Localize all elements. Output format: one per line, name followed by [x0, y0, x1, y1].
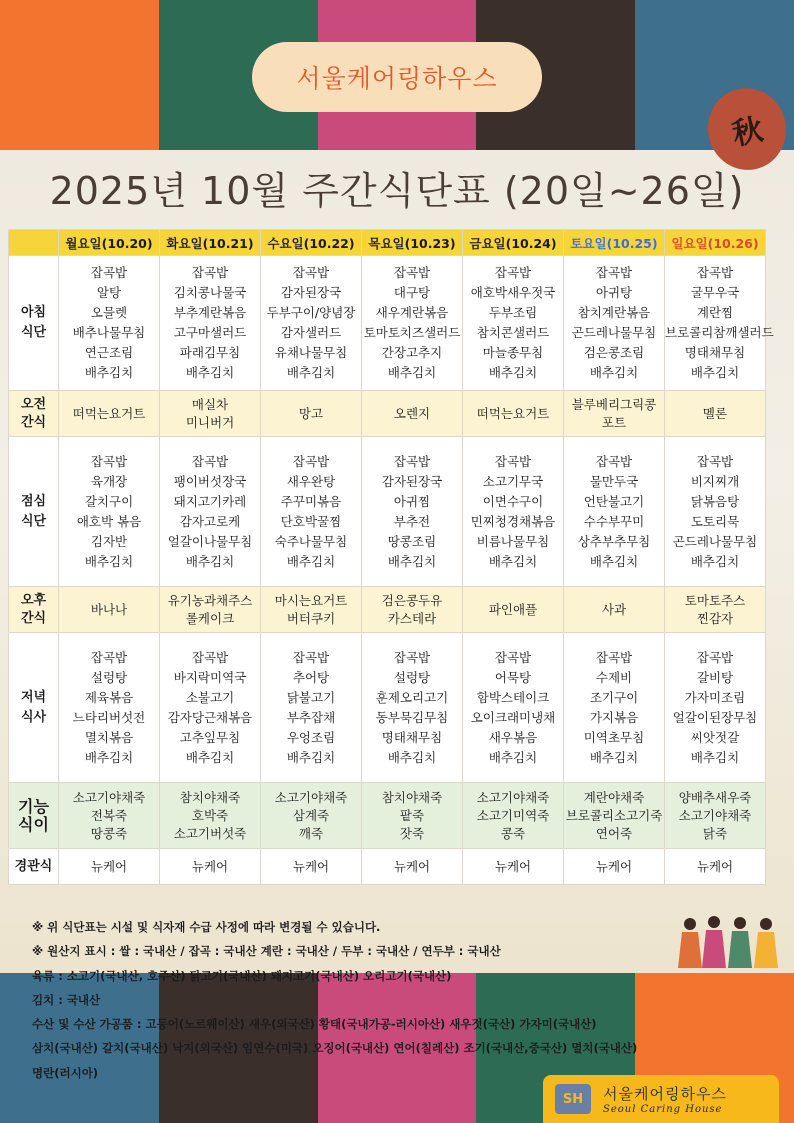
- menu-item: 배추김치: [84, 365, 134, 380]
- meal-label-line: 식이: [18, 814, 49, 834]
- menu-item: 잡곡밥: [696, 453, 734, 469]
- footer-name-english: Seoul Caring House: [603, 1104, 723, 1115]
- menu-cell: [362, 437, 463, 587]
- menu-item: 육개장: [90, 473, 128, 489]
- menu-cell: [160, 437, 261, 587]
- note-line: ※ 원산지 표시 : 쌀 : 국내산 / 잡곡 : 국내산 계란 : 국내산 / 두부 : 국내산 / 연두부 : 국내산: [32, 944, 501, 959]
- people-illustration: [676, 910, 782, 972]
- menu-item: 배추김치: [589, 365, 639, 380]
- meal-label-line: 오전: [20, 396, 47, 412]
- menu-item: 파래김무침: [179, 345, 241, 360]
- menu-item: 가자미조림: [684, 689, 746, 705]
- menu-item: 이면수구이: [482, 493, 544, 509]
- menu-item: 잡곡밥: [595, 453, 633, 469]
- menu-cell: [261, 391, 362, 437]
- menu-cell: [261, 849, 362, 885]
- menu-item: 간장고추지: [381, 345, 443, 360]
- menu-item: 갈비탕: [696, 669, 734, 685]
- menu-item: 전복죽: [90, 807, 128, 823]
- meal-label-line: 식단: [20, 513, 47, 529]
- note-line: 김치 : 국내산: [32, 992, 101, 1007]
- meal-row: [9, 783, 766, 849]
- menu-item: 가지볶음: [589, 709, 639, 725]
- menu-item: 잡곡밥: [393, 265, 431, 280]
- menu-item: 유기농과채주스: [167, 592, 253, 608]
- menu-item: 씨앗젓갈: [690, 729, 740, 745]
- menu-item: 배추김치: [286, 365, 336, 380]
- meal-row: [9, 256, 766, 391]
- menu-item: 추어탕: [292, 669, 330, 685]
- menu-item: 유채나물무침: [274, 345, 348, 360]
- meal-row: [9, 391, 766, 437]
- menu-item: 소고기야채죽: [274, 789, 348, 805]
- person-figure: [702, 916, 726, 968]
- menu-cell: [261, 437, 362, 587]
- menu-item: 배추김치: [185, 749, 235, 765]
- note-line: 육류 : 소고기(국내산, 호주산) 닭고기(국내산) 돼지고기(국내산) 오리고기(국내산): [32, 968, 452, 983]
- page-title: 2025년 10월 주간식단표 (20일~26일): [49, 169, 745, 213]
- day-header-5: 금요일(10.24): [463, 230, 564, 256]
- menu-cell: [463, 587, 564, 633]
- menu-item: 주꾸미볶음: [280, 493, 342, 509]
- note-line: 수산 및 수산 가공품 : 고등어(노르웨이산) 새우(외국산) 황태(국내가공-러시아산) 새우젓(국산) 가자미(국내산): [32, 1017, 597, 1032]
- menu-item: 떠먹는요거트: [476, 405, 550, 421]
- meal-label: [9, 256, 59, 391]
- menu-cell: [463, 437, 564, 587]
- menu-item: 떠먹는요거트: [72, 405, 146, 421]
- menu-cell: [362, 633, 463, 783]
- menu-cell: [261, 587, 362, 633]
- menu-item: 어묵탕: [494, 669, 532, 685]
- meal-row: [9, 633, 766, 783]
- menu-item: 잡곡밥: [696, 649, 734, 665]
- menu-item: 함박스테이크: [476, 689, 550, 705]
- meal-label-line: 식사: [20, 709, 47, 725]
- menu-item: 브로콜리참깨샐러드: [665, 325, 774, 340]
- meal-label-line: 점심: [20, 493, 47, 509]
- menu-item: 알탕: [96, 285, 122, 300]
- menu-cell: [160, 849, 261, 885]
- menu-cell: [261, 783, 362, 849]
- menu-cell: [665, 849, 766, 885]
- menu-item: 조기구이: [589, 689, 639, 705]
- menu-item: 동부묵김무침: [375, 709, 449, 725]
- footer-brand-badge: [543, 1075, 779, 1123]
- menu-item: 마늘종무침: [482, 345, 544, 360]
- menu-item: 뉴케어: [191, 858, 229, 874]
- menu-cell: [362, 783, 463, 849]
- menu-item: 뉴케어: [292, 858, 330, 874]
- person-figure: [678, 918, 702, 968]
- meal-label-line: 저녁: [20, 689, 47, 705]
- menu-item: 돼지고기카레: [173, 493, 247, 509]
- menu-item: 깨죽: [298, 825, 324, 841]
- menu-item: 도토리묵: [690, 513, 740, 529]
- menu-item: 브로콜리소고기죽: [565, 807, 663, 823]
- menu-item: 부추전: [393, 513, 431, 529]
- note-line: 삼치(국내산) 갈치(국내산) 낙지(외국산) 임연수(미국) 오징어(국내산) 연어(칠레산) 조기(국내산,중국산) 멸치(국내산): [32, 1041, 638, 1056]
- menu-item: 뉴케어: [595, 858, 633, 874]
- day-header-6: 토요일(10.25): [564, 230, 665, 256]
- menu-item: 배추김치: [690, 365, 740, 380]
- menu-item: 멸치볶음: [84, 729, 134, 745]
- weekly-menu-table: [8, 229, 774, 885]
- menu-item: 애호박새우젓국: [470, 285, 556, 300]
- menu-item: 바지락미역국: [173, 669, 247, 685]
- menu-item: 비름나물무침: [476, 533, 550, 549]
- menu-item: 땅콩죽: [90, 825, 128, 841]
- menu-item: 감자된장국: [381, 473, 443, 489]
- menu-item: 배추김치: [488, 553, 538, 569]
- menu-cell: [665, 783, 766, 849]
- menu-item: 설렁탕: [90, 669, 128, 685]
- menu-item: 감자된장국: [280, 285, 342, 300]
- meal-label-line: 식단: [20, 325, 47, 340]
- menu-item: 배추김치: [387, 749, 437, 765]
- menu-item: 민찌청경채볶음: [470, 513, 556, 529]
- menu-cell: [564, 783, 665, 849]
- menu-cell: [564, 633, 665, 783]
- menu-item: 배추김치: [387, 553, 437, 569]
- meal-row: [9, 587, 766, 633]
- menu-cell: [564, 437, 665, 587]
- menu-item: 닭죽: [702, 825, 728, 841]
- menu-item: 미역초무침: [583, 729, 645, 745]
- menu-item: 언탄불고기: [583, 493, 645, 509]
- menu-item: 잡곡밥: [191, 453, 229, 469]
- menu-item: 연근조림: [84, 345, 134, 360]
- menu-item: 애호박 볶음: [76, 513, 142, 529]
- menu-item: 롤케이크: [185, 610, 235, 626]
- house-logo-icon: SH: [555, 1084, 591, 1114]
- menu-cell: [362, 587, 463, 633]
- menu-item: 설렁탕: [393, 669, 431, 685]
- menu-item: 배추김치: [84, 749, 134, 765]
- menu-item: 김자반: [90, 533, 128, 549]
- menu-item: 검은콩두유: [381, 592, 443, 608]
- menu-item: 소고기무국: [482, 473, 544, 489]
- meal-label: [9, 437, 59, 587]
- menu-cell: [463, 849, 564, 885]
- menu-item: 참치야채죽: [179, 789, 241, 805]
- meal-label-line: 아침: [20, 305, 47, 320]
- menu-item: 잡곡밥: [696, 265, 734, 280]
- menu-cell: [665, 587, 766, 633]
- menu-cell: [665, 437, 766, 587]
- menu-item: 소불고기: [185, 689, 235, 705]
- menu-item: 토마토치즈샐러드: [363, 325, 461, 340]
- menu-item: 바나나: [90, 601, 128, 617]
- menu-item: 고추잎무침: [179, 729, 241, 745]
- menu-item: 오렌지: [393, 405, 431, 421]
- day-header-2: 화요일(10.21): [160, 230, 261, 256]
- menu-item: 포트: [601, 414, 627, 430]
- menu-item: 아귀찜: [393, 493, 431, 509]
- menu-item: 배추김치: [185, 365, 235, 380]
- menu-cell: [160, 783, 261, 849]
- day-header-4: 목요일(10.23): [362, 230, 463, 256]
- menu-item: 뉴케어: [393, 858, 431, 874]
- meal-row: [9, 437, 766, 587]
- menu-cell: [261, 256, 362, 391]
- menu-item: 새우계란볶음: [375, 305, 449, 320]
- menu-item: 잡곡밥: [595, 649, 633, 665]
- menu-item: 팽이버섯장국: [173, 473, 247, 489]
- note-line: 명란(러시아): [32, 1065, 99, 1080]
- menu-item: 훈제오리고기: [375, 689, 449, 705]
- menu-item: 상추부추무침: [577, 533, 651, 549]
- menu-cell: [59, 391, 160, 437]
- menu-item: 잡곡밥: [292, 265, 330, 280]
- menu-item: 소고기야채죽: [476, 789, 550, 805]
- menu-item: 멜론: [702, 405, 728, 421]
- menu-item: 매실차: [191, 396, 229, 412]
- brand-title-pill: 서울케어링하우스: [252, 42, 542, 112]
- menu-item: 잡곡밥: [494, 453, 532, 469]
- meal-label: [9, 783, 59, 849]
- menu-item: 닭불고기: [286, 689, 336, 705]
- menu-cell: [160, 391, 261, 437]
- menu-item: 검은콩조림: [583, 345, 645, 360]
- menu-item: 뉴케어: [494, 858, 532, 874]
- menu-item: 갈치구이: [84, 493, 134, 509]
- menu-item: 사과: [601, 601, 627, 617]
- menu-item: 닭볶음탕: [690, 493, 740, 509]
- menu-cell: [59, 256, 160, 391]
- person-figure: [728, 917, 752, 968]
- menu-item: 참치야채죽: [381, 789, 443, 805]
- menu-item: 소고기미역죽: [476, 807, 550, 823]
- meal-label-line: 기능: [18, 796, 49, 816]
- menu-item: 배추김치: [488, 749, 538, 765]
- menu-item: 단호박꿀찜: [280, 513, 342, 529]
- band-block: [0, 0, 159, 150]
- meal-row: [9, 849, 766, 885]
- menu-item: 얼갈이나물무침: [167, 533, 253, 549]
- menu-cell: [564, 256, 665, 391]
- menu-cell: [463, 391, 564, 437]
- menu-item: 배추김치: [84, 553, 134, 569]
- menu-item: 잡곡밥: [292, 453, 330, 469]
- autumn-badge: 秋: [700, 81, 793, 177]
- menu-item: 토마토주스: [684, 592, 746, 608]
- menu-item: 마시는요거트: [274, 592, 348, 608]
- menu-item: 잡곡밥: [494, 265, 532, 280]
- menu-cell: [261, 633, 362, 783]
- menu-cell: [665, 256, 774, 391]
- menu-item: 파인애플: [488, 601, 538, 617]
- menu-cell: [59, 633, 160, 783]
- menu-item: 잡곡밥: [393, 453, 431, 469]
- menu-item: 고구마샐러드: [173, 325, 247, 340]
- menu-item: 배추김치: [589, 749, 639, 765]
- menu-item: 감자샐러드: [280, 325, 342, 340]
- menu-cell: [564, 391, 665, 437]
- menu-item: 잡곡밥: [494, 649, 532, 665]
- menu-cell: [362, 391, 463, 437]
- meal-label-line: 오후: [20, 592, 47, 608]
- menu-cell: [59, 783, 160, 849]
- menu-item: 잣죽: [399, 825, 425, 841]
- menu-item: 비지찌개: [690, 473, 740, 489]
- menu-item: 잡곡밥: [90, 265, 128, 280]
- menu-item: 수수부꾸미: [583, 513, 645, 529]
- menu-item: 제육볶음: [84, 689, 134, 705]
- meal-label: [9, 849, 59, 885]
- menu-item: 콩죽: [500, 825, 526, 841]
- menu-item: 잡곡밥: [191, 265, 229, 280]
- menu-item: 곤드레나물무침: [672, 533, 758, 549]
- menu-item: 미니버거: [185, 414, 235, 430]
- menu-item: 오이크래미냉채: [470, 709, 556, 725]
- menu-item: 대구탕: [393, 285, 431, 300]
- menu-item: 감자고로케: [179, 513, 241, 529]
- menu-item: 팥죽: [399, 807, 425, 823]
- menu-cell: [59, 587, 160, 633]
- menu-cell: [665, 633, 766, 783]
- menu-item: 배추나물무침: [72, 325, 146, 340]
- day-header-7: 일요일(10.26): [665, 230, 766, 256]
- menu-item: 버터쿠키: [286, 610, 336, 626]
- meal-label-line: 간식: [20, 610, 47, 626]
- menu-item: 잡곡밥: [292, 649, 330, 665]
- menu-item: 느타리버섯전: [72, 709, 146, 725]
- person-figure: [754, 918, 778, 968]
- menu-item: 잡곡밥: [393, 649, 431, 665]
- day-header-row: [9, 230, 766, 256]
- menu-item: 배추김치: [589, 553, 639, 569]
- menu-item: 계란야채죽: [583, 789, 645, 805]
- menu-item: 소고기야채죽: [678, 807, 752, 823]
- menu-item: 아귀탕: [595, 285, 633, 300]
- menu-item: 소고기야채죽: [72, 789, 146, 805]
- menu-cell: [160, 633, 261, 783]
- menu-item: 망고: [298, 405, 324, 421]
- menu-item: 새우완탕: [286, 473, 336, 489]
- menu-item: 뉴케어: [90, 858, 128, 874]
- menu-item: 부추잡채: [286, 709, 336, 725]
- meal-label: [9, 633, 59, 783]
- menu-item: 참치콘샐러드: [476, 325, 550, 340]
- menu-item: 우엉조림: [286, 729, 336, 745]
- menu-cell: [362, 849, 463, 885]
- menu-item: 오믈렛: [90, 305, 128, 320]
- menu-item: 배추김치: [286, 553, 336, 569]
- menu-item: 물만두국: [589, 473, 639, 489]
- menu-item: 곤드레나물무침: [571, 325, 657, 340]
- menu-item: 소고기버섯죽: [173, 825, 247, 841]
- menu-item: 감자당근채볶음: [167, 709, 253, 725]
- menu-item: 호박죽: [191, 807, 229, 823]
- menu-cell: [463, 783, 564, 849]
- menu-item: 명태채무침: [684, 345, 746, 360]
- menu-cell: [564, 849, 665, 885]
- menu-cell: [564, 587, 665, 633]
- menu-cell: [463, 633, 564, 783]
- menu-item: 배추김치: [488, 365, 538, 380]
- menu-item: 양배추새우죽: [678, 789, 752, 805]
- menu-cell: [160, 256, 261, 391]
- menu-item: 굴무우국: [690, 285, 740, 300]
- menu-item: 잡곡밥: [595, 265, 633, 280]
- menu-item: 계란찜: [696, 305, 734, 320]
- menu-item: 참치계란볶음: [577, 305, 651, 320]
- footer-name-korean: 서울케어링하우스: [603, 1085, 727, 1103]
- menu-item: 배추김치: [185, 553, 235, 569]
- meal-label: [9, 391, 59, 437]
- menu-item: 숙주나물무침: [274, 533, 348, 549]
- menu-item: 블루베리그릭콩: [571, 396, 657, 412]
- meal-label: [9, 587, 59, 633]
- notes-section: [32, 915, 732, 1085]
- menu-item: 땅콩조림: [387, 533, 437, 549]
- day-header-1: 월요일(10.20): [59, 230, 160, 256]
- menu-item: 잡곡밥: [90, 649, 128, 665]
- menu-item: 배추김치: [286, 749, 336, 765]
- menu-cell: [665, 391, 766, 437]
- menu-item: 뉴케어: [696, 858, 734, 874]
- menu-cell: [59, 437, 160, 587]
- note-line: ※ 위 식단표는 시설 및 식자재 수급 사정에 따라 변경될 수 있습니다.: [32, 920, 381, 934]
- menu-item: 명태채무침: [381, 729, 443, 745]
- menu-item: 잡곡밥: [90, 453, 128, 469]
- menu-item: 연어죽: [595, 825, 633, 841]
- menu-item: 잡곡밥: [191, 649, 229, 665]
- menu-item: 삼계죽: [292, 807, 330, 823]
- menu-cell: [463, 256, 564, 391]
- menu-item: 부추계란볶음: [173, 305, 247, 320]
- menu-cell: [160, 587, 261, 633]
- menu-item: 김치콩나물국: [173, 285, 247, 300]
- menu-item: 배추김치: [690, 553, 740, 569]
- menu-item: 배추김치: [387, 365, 437, 380]
- menu-item: 두부조림: [488, 305, 538, 320]
- menu-item: 새우볶음: [488, 729, 538, 745]
- menu-item: 배추김치: [690, 749, 740, 765]
- menu-item: 얼갈이된장무침: [672, 709, 758, 725]
- menu-item: 찐감자: [696, 610, 734, 626]
- menu-cell: [59, 849, 160, 885]
- menu-cell: [362, 256, 463, 391]
- menu-item: 카스테라: [387, 610, 437, 626]
- day-header-3: 수요일(10.22): [261, 230, 362, 256]
- meal-label-line: 간식: [20, 414, 47, 430]
- corner-cell: [9, 230, 59, 256]
- menu-item: 수제비: [595, 669, 633, 685]
- meal-label-line: 경관식: [14, 858, 53, 874]
- menu-item: 두부구이/양념장: [266, 305, 356, 320]
